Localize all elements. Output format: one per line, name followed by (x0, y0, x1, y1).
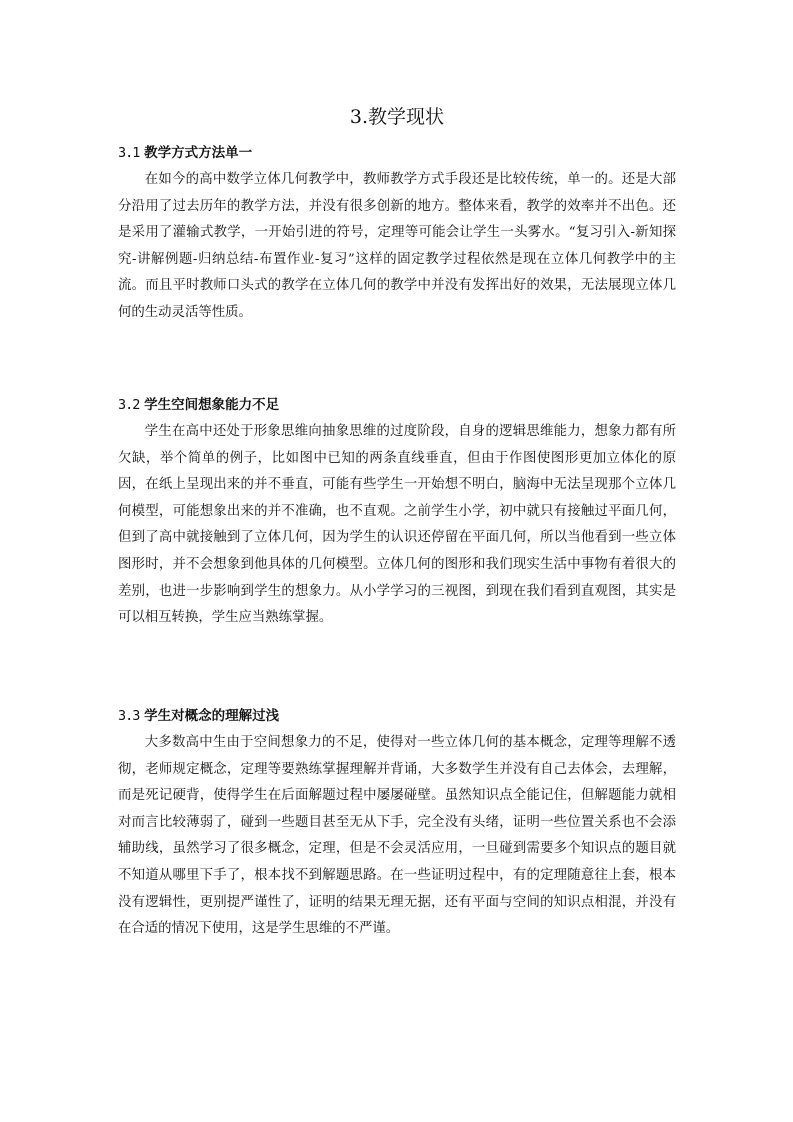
section-spatial-imagination (118, 395, 676, 632)
section-paragraph: 大多数高中生由于空间想象力的不足，使得对一些立体几何的基本概念，定理等理解不透彻，老师规定概念，定理等要熟练掌握理解并背诵，大多数学生并没有自己去体会，去理解，而是死记硬背，使得学生在后面解题过程中屡屡碰壁。虽然知识点全能记住，但解题能力就相对而言比较薄弱了，碰到一些题目甚至无从下手，完全没有头绪，证明一些位置关系也不会添辅助线，虽然学习了很多概念，定理，但是不会灵活应用，一旦碰到需要多个知识点的题目就不知道从哪里下手了，根本找不到解题思路。在一些证明过程中，有的定理随意往上套，根本没有逻辑性，更别提严谨性了，证明的结果无理无据，还有平面与空间的知识点相混，并没有在合适的情况下使用，这是学生思维的不严谨。 (118, 735, 676, 937)
page-title: 3.教学现状 (349, 106, 445, 128)
section-teaching-methods (118, 143, 676, 327)
section-concept-understanding (118, 706, 676, 943)
section-heading (118, 706, 676, 726)
section-heading-text: 学生空间想象能力不足 (144, 397, 280, 413)
section-heading (118, 395, 676, 415)
section-paragraph: 学生在高中还处于形象思维向抽象思维的过度阶段，自身的逻辑思维能力，想象力都有所欠缺，举个简单的例子，比如图中已知的两条直线垂直，但由于作图使图形更加立体化的原因，在纸上呈现出来的并不垂直，可能有些学生一开始想不明白，脑海中无法呈现那个立体几何模型，可能想象出来的并不准确，也不直观。之前学生小学，初中就只有接触过平面几何，但到了高中就接触到了立体几何，因为学生的认识还停留在平面几何，所以当他看到一些立体图形时，并不会想象到他具体的几何模型。立体几何的图形和我们现实生活中事物有着很大的差别，也进一步影响到学生的想象力。从小学学习的三视图，到现在我们看到直观图，其实是可以相互转换，学生应当熟练掌握。 (118, 424, 676, 626)
section-number: 3.1 (118, 145, 140, 161)
section-heading (118, 143, 676, 163)
document-page (118, 0, 676, 1122)
section-heading-text: 学生对概念的理解过浅 (144, 708, 280, 724)
section-number: 3.3 (118, 708, 140, 724)
section-paragraph: 在如今的高中数学立体几何教学中，教师教学方式手段还是比较传统，单一的。还是大部分沿用了过去历年的教学方法，并没有很多创新的地方。整体来看，教学的效率并不出色。还是采用了灌输式教学，一开始引进的符号，定理等可能会让学生一头雾水。“复习引入-新知探究-讲解例题-归纳总结-布置作业-复习”这样的固定教学过程依然是现在立体几何教学中的主流。而且平时教师口头式的教学在立体几何的教学中并没有发挥出好的效果，无法展现立体几何的生动灵活等性质。 (118, 172, 676, 320)
section-number: 3.2 (118, 397, 140, 413)
section-heading-text: 教学方式方法单一 (144, 145, 253, 161)
